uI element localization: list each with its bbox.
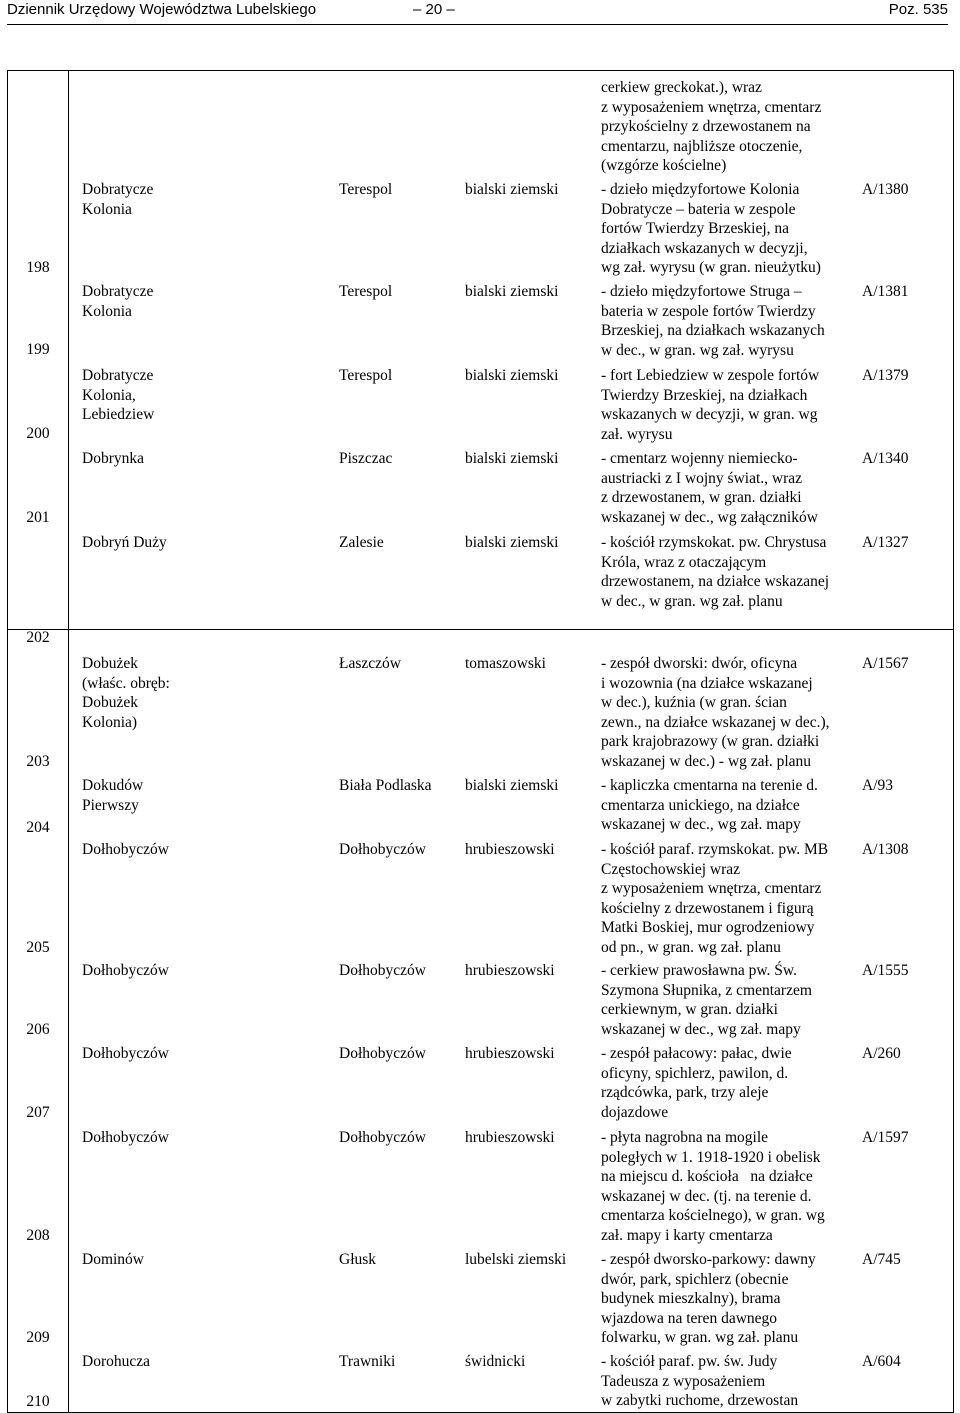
object-description-cell: - płyta nagrobna na mogile poległych w 1. 1918-1920 i obelisk na miejscu d. kościoła na działce wskazanej w dec. (tj. na terenie d. cmentarza kościelnego), w gran. wg zał. mapy i karty cmentarza bbox=[601, 1129, 825, 1244]
row-ordinal: 201 bbox=[26, 509, 50, 526]
register-number-cell: A/745 bbox=[862, 1251, 901, 1268]
municipality-cell: Zalesie bbox=[339, 534, 384, 551]
register-number-cell: A/1597 bbox=[862, 1129, 909, 1146]
row-ordinal: 205 bbox=[26, 939, 50, 956]
position-number: Poz. 535 bbox=[888, 1, 948, 18]
obreb-cell: Dobratycze Kolonia bbox=[82, 181, 154, 218]
obreb-cell: Dobużek (właśc. obręb: Dobużek Kolonia) bbox=[82, 655, 170, 731]
object-description-cell: - kapliczka cmentarna na terenie d. cmentarza unickiego, na działce wskazanej w dec., wg zał. mapy bbox=[601, 777, 818, 833]
object-description-cell: - zespół dworsko-parkowy: dawny dwór, park, spichlerz (obecnie budynek mieszkalny), brama wjazdowa na teren dawnego folwarku, w gran. wg zał. planu bbox=[601, 1251, 816, 1346]
district-cell: tomaszowski bbox=[465, 655, 546, 672]
district-cell: bialski ziemski bbox=[465, 181, 559, 198]
row-ordinal: 206 bbox=[26, 1021, 50, 1038]
register-number-cell: A/1381 bbox=[862, 283, 909, 300]
register-number-cell: A/1555 bbox=[862, 962, 909, 979]
object-description-cell: - zespół dworski: dwór, oficyna i wozownia (na działce wskazanej w dec.), kuźnia (w gran. ścian zewn., na działce wskazanej w dec.), park krajobrazowy (w gran. działki wskazanej w dec.) - wg zał. planu bbox=[601, 655, 830, 770]
municipality-cell: Dołhobyczów bbox=[339, 841, 426, 858]
register-number-cell: A/1379 bbox=[862, 367, 909, 384]
municipality-cell: Trawniki bbox=[339, 1353, 396, 1370]
row-ordinal: 198 bbox=[26, 259, 50, 276]
municipality-cell: Terespol bbox=[339, 367, 393, 384]
object-description-cell: - dzieło międzyfortowe Kolonia Dobratycze – bateria w zespole fortów Twierdzy Brzeskiej, na działkach wskazanych w decyzji, wg zał. wyrysu (w gran. nieużytku) bbox=[601, 181, 821, 276]
object-description-cell: - cmentarz wojenny niemiecko- austriacki z I wojny świat., wraz z drzewostanem, w gran. działki wskazanej w dec., wg załączników bbox=[601, 450, 818, 526]
obreb-cell: Dokudów Pierwszy bbox=[82, 777, 144, 814]
row-ordinal: 200 bbox=[26, 425, 50, 442]
municipality-cell: Biała Podlaska bbox=[339, 777, 432, 794]
continued-object-text: cerkiew greckokat.), wraz z wyposażeniem wnętrza, cmentarz przykościelny z drzewostanem na cmentarzu, najbliższe otoczenie, (wzgórze kościelne) bbox=[601, 79, 822, 174]
register-number-cell: A/1340 bbox=[862, 450, 909, 467]
row-ordinal: 209 bbox=[26, 1329, 50, 1346]
row-ordinal: 202 bbox=[26, 629, 50, 646]
object-description-cell: - kościół paraf. rzymskokat. pw. MB Częstochowskiej wraz z wyposażeniem wnętrza, cmentarz kościelny z drzewostanem i figurą Matki Boskiej, mur ogrodzeniowy od pn., w gran. wg zał. planu bbox=[601, 841, 829, 956]
district-cell: bialski ziemski bbox=[465, 450, 559, 467]
row-ordinal: 208 bbox=[26, 1227, 50, 1244]
row-group-divider bbox=[8, 629, 954, 630]
municipality-cell: Dołhobyczów bbox=[339, 1129, 426, 1146]
district-cell: świdnicki bbox=[465, 1353, 526, 1370]
row-ordinal: 199 bbox=[26, 341, 50, 358]
obreb-cell: Dobratycze Kolonia bbox=[82, 283, 154, 320]
municipality-cell: Dołhobyczów bbox=[339, 962, 426, 979]
object-description-cell: - kościół paraf. pw. św. Judy Tadeusza z wyposażeniem w zabytki ruchome, drzewostan bbox=[601, 1353, 799, 1409]
district-cell: hrubieszowski bbox=[465, 841, 555, 858]
locality-cell: Dołhobyczów bbox=[82, 1129, 169, 1146]
district-cell: bialski ziemski bbox=[465, 283, 559, 300]
register-number-cell: A/1327 bbox=[862, 534, 909, 551]
locality-cell: Dobrynka bbox=[82, 450, 144, 467]
locality-cell: Dorohucza bbox=[82, 1353, 150, 1370]
register-number-cell: A/93 bbox=[862, 777, 893, 794]
register-number-cell: A/1380 bbox=[862, 181, 909, 198]
row-ordinal: 207 bbox=[26, 1104, 50, 1121]
register-number-cell: A/260 bbox=[862, 1045, 901, 1062]
district-cell: hrubieszowski bbox=[465, 1045, 555, 1062]
district-cell: bialski ziemski bbox=[465, 367, 559, 384]
municipality-cell: Piszczac bbox=[339, 450, 393, 467]
locality-cell: Dołhobyczów bbox=[82, 962, 169, 979]
object-description-cell: - kościół rzymskokat. pw. Chrystusa Króla, wraz z otaczającym drzewostanem, na działce wskazanej w dec., w gran. wg zał. planu bbox=[601, 534, 830, 610]
row-ordinal: 203 bbox=[26, 753, 50, 770]
locality-cell: Dołhobyczów bbox=[82, 841, 169, 858]
municipality-cell: Głusk bbox=[339, 1251, 377, 1268]
district-cell: bialski ziemski bbox=[465, 534, 559, 551]
locality-cell: Dominów bbox=[82, 1251, 144, 1268]
district-cell: lubelski ziemski bbox=[465, 1251, 567, 1268]
locality-cell: Dołhobyczów bbox=[82, 1045, 169, 1062]
locality-cell: Dobryń Duży bbox=[82, 534, 167, 551]
column-divider-lp bbox=[68, 70, 69, 1413]
district-cell: hrubieszowski bbox=[465, 962, 555, 979]
municipality-cell: Terespol bbox=[339, 181, 393, 198]
row-ordinal: 210 bbox=[26, 1393, 50, 1410]
journal-title: Dziennik Urzędowy Województwa Lubelskiego bbox=[7, 1, 317, 18]
header-rule bbox=[7, 24, 948, 25]
municipality-cell: Terespol bbox=[339, 283, 393, 300]
obreb-cell: Dobratycze Kolonia, Lebiedziew bbox=[82, 367, 155, 423]
object-description-cell: - dzieło międzyfortowe Struga – bateria w zespole fortów Twierdzy Brzeskiej, na działkach wskazanych w dec., w gran. wg zał. wyrysu bbox=[601, 283, 825, 359]
page-header bbox=[7, 0, 948, 21]
register-number-cell: A/604 bbox=[862, 1353, 901, 1370]
object-description-cell: - zespół pałacowy: pałac, dwie oficyny, spichlerz, pawilon, d. rządcówka, park, trzy aleje dojazdowe bbox=[601, 1045, 792, 1121]
district-cell: hrubieszowski bbox=[465, 1129, 555, 1146]
row-ordinal: 204 bbox=[26, 819, 50, 836]
object-description-cell: - fort Lebiedziew w zespole fortów Twierdzy Brzeskiej, na działkach wskazanych w decyzji, w gran. wg zał. wyrysu bbox=[601, 367, 820, 443]
municipality-cell: Łaszczów bbox=[339, 655, 401, 672]
register-number-cell: A/1308 bbox=[862, 841, 909, 858]
register-number-cell: A/1567 bbox=[862, 655, 909, 672]
object-description-cell: - cerkiew prawosławna pw. Św. Szymona Słupnika, z cmentarzem cerkiewnym, w gran. działki wskazanej w dec., wg zał. mapy bbox=[601, 962, 812, 1038]
municipality-cell: Dołhobyczów bbox=[339, 1045, 426, 1062]
district-cell: bialski ziemski bbox=[465, 777, 559, 794]
page-number: – 20 – bbox=[413, 1, 455, 18]
